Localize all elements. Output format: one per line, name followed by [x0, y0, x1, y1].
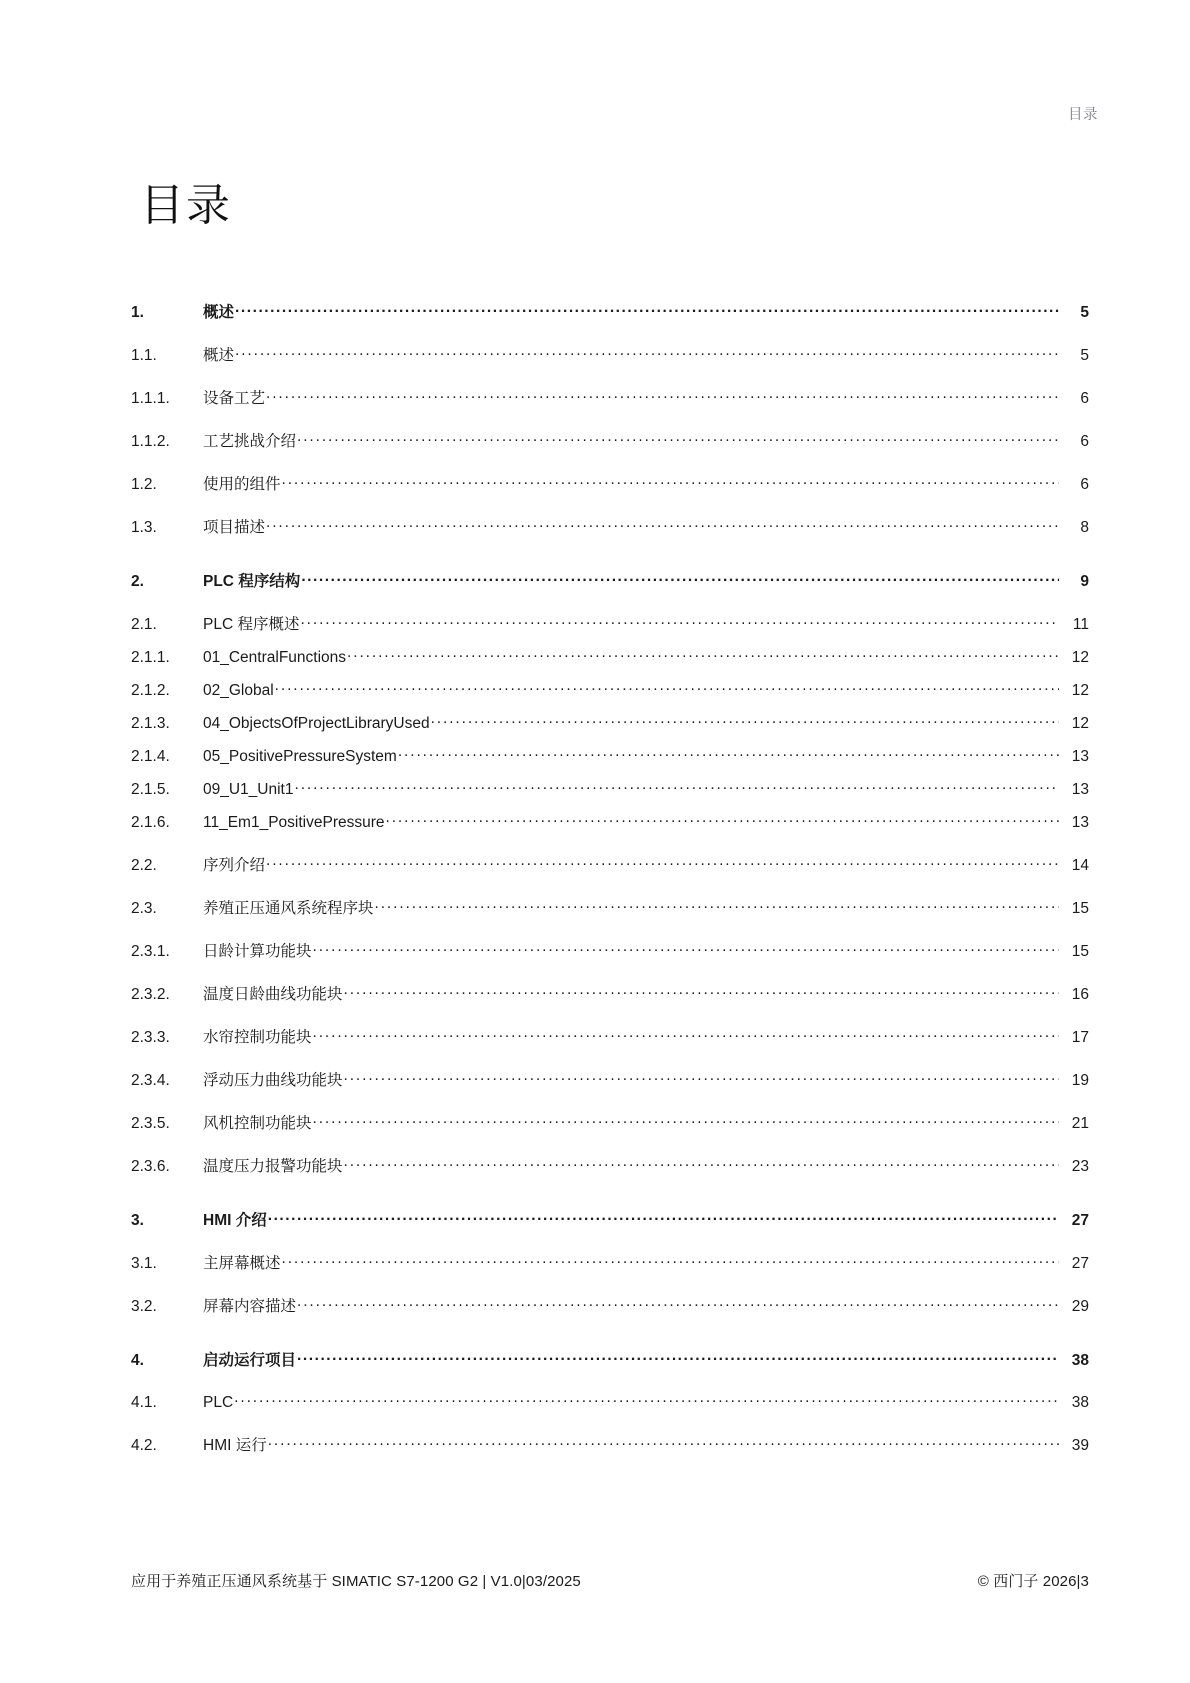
toc-entry-label: 工艺挑战介绍: [203, 433, 297, 450]
toc-entry-number: 1.1.2.: [131, 433, 170, 450]
toc-leader-dots: [344, 1069, 1059, 1085]
page-title: 目录: [140, 181, 232, 231]
toc-entry-label: 主屏幕概述: [203, 1255, 281, 1272]
toc-leader-dots: [313, 940, 1059, 956]
toc-leader-dots: [297, 430, 1059, 446]
toc-entry[interactable]: [131, 982, 1089, 1004]
toc-entry-page-number: 15: [1071, 900, 1089, 917]
toc-entry-number: 2.3.5.: [131, 1115, 170, 1132]
toc-entry-label: 使用的组件: [203, 476, 281, 493]
toc-entry-label: 启动运行项目: [203, 1352, 297, 1369]
toc-entry[interactable]: [131, 300, 1089, 322]
toc-leader-dots: [268, 1209, 1059, 1225]
toc-leader-dots: [344, 983, 1059, 999]
toc-entry-number: 2.3.: [131, 900, 157, 917]
toc-leader-dots: [268, 1434, 1059, 1450]
toc-leader-dots: [386, 811, 1060, 827]
toc-entry-number: 2.3.4.: [131, 1072, 170, 1089]
toc-entry-page-number: 21: [1071, 1115, 1089, 1132]
toc-entry-label: 屏幕内容描述: [203, 1298, 297, 1315]
toc-entry[interactable]: [131, 1391, 1089, 1412]
toc-leader-dots: [282, 1252, 1059, 1268]
toc-entry[interactable]: [131, 1294, 1089, 1316]
toc-entry-number: 2.1.6.: [131, 814, 170, 831]
toc-entry[interactable]: [131, 1154, 1089, 1176]
toc-leader-dots: [347, 646, 1059, 662]
toc-entry[interactable]: [131, 343, 1089, 365]
toc-entry-page-number: 23: [1071, 1158, 1089, 1175]
toc-leader-dots: [234, 1391, 1059, 1407]
toc-leader-dots: [297, 1349, 1059, 1365]
toc-entry[interactable]: [131, 778, 1089, 799]
toc-entry-label: 项目描述: [203, 519, 266, 536]
toc-entry-label: 设备工艺: [203, 390, 266, 407]
toc-entry[interactable]: [131, 712, 1089, 733]
toc-entry-number: 2.3.3.: [131, 1029, 170, 1046]
toc-entry-page-number: 27: [1071, 1212, 1089, 1229]
toc-leader-dots: [275, 679, 1059, 695]
toc-entry-number: 3.: [131, 1212, 144, 1229]
footer-document-info: 应用于养殖正压通风系统基于 SIMATIC S7-1200 G2 | V1.0|03/2025: [131, 1573, 581, 1590]
toc-entry[interactable]: [131, 1251, 1089, 1273]
toc-entry-label: PLC 程序概述: [203, 616, 300, 633]
toc-entry-page-number: 29: [1071, 1298, 1089, 1315]
toc-leader-dots: [300, 613, 1059, 629]
toc-entry-label: HMI 运行: [203, 1437, 267, 1454]
toc-leader-dots: [398, 745, 1059, 761]
toc-entry-page-number: 13: [1071, 781, 1089, 798]
toc-leader-dots: [282, 473, 1059, 489]
toc-leader-dots: [266, 854, 1059, 870]
page-footer: [131, 1570, 1089, 1591]
toc-entry-label: 浮动压力曲线功能块: [203, 1072, 343, 1089]
toc-entry[interactable]: [131, 745, 1089, 766]
toc-entry[interactable]: [131, 569, 1089, 591]
toc-entry[interactable]: [131, 1348, 1089, 1370]
toc-entry-number: 2.1.5.: [131, 781, 170, 798]
toc-entry-label: 05_PositivePressureSystem: [203, 748, 397, 765]
toc-entry-label: 11_Em1_PositivePressure: [203, 814, 385, 831]
toc-leader-dots: [294, 778, 1059, 794]
toc-leader-dots: [297, 1295, 1059, 1311]
toc-entry-label: 养殖正压通风系统程序块: [203, 900, 374, 917]
toc-entry-number: 1.1.: [131, 347, 157, 364]
toc-entry[interactable]: [131, 472, 1089, 494]
toc-entry-number: 2.2.: [131, 857, 157, 874]
toc-entry[interactable]: [131, 386, 1089, 408]
toc-entry-page-number: 16: [1071, 986, 1089, 1003]
toc-entry[interactable]: [131, 1433, 1089, 1455]
toc-entry[interactable]: [131, 1111, 1089, 1133]
toc-entry-page-number: 5: [1080, 304, 1089, 321]
toc-entry[interactable]: [131, 1025, 1089, 1047]
toc-entry-label: 01_CentralFunctions: [203, 649, 347, 666]
toc-entry-page-number: 15: [1071, 943, 1089, 960]
toc-entry-number: 2.1.4.: [131, 748, 170, 765]
toc-entry-number: 2.1.1.: [131, 649, 170, 666]
toc-entry-number: 1.3.: [131, 519, 157, 536]
toc-entry-number: 2.1.3.: [131, 715, 170, 732]
toc-entry-number: 1.: [131, 304, 144, 321]
toc-leader-dots: [266, 516, 1059, 532]
table-of-contents: [131, 300, 1089, 1455]
toc-entry-page-number: 17: [1071, 1029, 1089, 1046]
toc-leader-dots: [375, 897, 1059, 913]
toc-entry-number: 2.1.2.: [131, 682, 170, 699]
toc-entry-page-number: 39: [1071, 1437, 1089, 1454]
toc-entry-label: 04_ObjectsOfProjectLibraryUsed: [203, 715, 430, 732]
toc-leader-dots: [313, 1026, 1059, 1042]
toc-entry-number: 4.1.: [131, 1394, 157, 1411]
toc-leader-dots: [266, 387, 1059, 403]
toc-entry-number: 4.: [131, 1352, 144, 1369]
toc-entry-number: 1.2.: [131, 476, 157, 493]
toc-entry-page-number: 9: [1080, 573, 1089, 590]
toc-entry-page-number: 12: [1071, 649, 1089, 666]
toc-entry[interactable]: [131, 939, 1089, 961]
toc-entry-label: PLC 程序结构: [203, 573, 301, 590]
toc-entry-number: 2.1.: [131, 616, 157, 633]
toc-leader-dots: [235, 344, 1059, 360]
toc-entry-number: 3.2.: [131, 1298, 157, 1315]
toc-entry-page-number: 11: [1072, 616, 1089, 633]
toc-entry-label: 风机控制功能块: [203, 1115, 312, 1132]
toc-entry-number: 2.3.6.: [131, 1158, 170, 1175]
toc-entry-page-number: 14: [1071, 857, 1089, 874]
toc-entry[interactable]: [131, 896, 1089, 918]
toc-entry-label: 09_U1_Unit1: [203, 781, 294, 798]
toc-entry-page-number: 8: [1080, 519, 1089, 536]
toc-entry-number: 3.1.: [131, 1255, 157, 1272]
toc-entry-label: 水帘控制功能块: [203, 1029, 312, 1046]
toc-leader-dots: [301, 570, 1059, 586]
toc-entry-label: 日龄计算功能块: [203, 943, 312, 960]
toc-entry-number: 2.3.1.: [131, 943, 170, 960]
toc-entry[interactable]: [131, 1208, 1089, 1230]
toc-entry-label: 序列介绍: [203, 857, 266, 874]
toc-entry[interactable]: [131, 811, 1089, 832]
footer-copyright: © 西门子 2026|3: [977, 1573, 1089, 1590]
toc-leader-dots: [235, 301, 1059, 317]
toc-entry-label: 概述: [203, 347, 235, 364]
toc-entry-number: 4.2.: [131, 1437, 157, 1454]
toc-entry-page-number: 12: [1071, 715, 1089, 732]
toc-entry-page-number: 5: [1080, 347, 1089, 364]
toc-entry-page-number: 6: [1080, 433, 1089, 450]
toc-entry-page-number: 38: [1071, 1352, 1089, 1369]
toc-leader-dots: [344, 1155, 1059, 1171]
toc-entry[interactable]: [131, 429, 1089, 451]
toc-entry-page-number: 13: [1071, 814, 1089, 831]
toc-leader-dots: [431, 712, 1059, 728]
toc-entry[interactable]: [131, 853, 1089, 875]
toc-entry[interactable]: [131, 1068, 1089, 1090]
toc-entry-label: 概述: [203, 304, 235, 321]
toc-entry[interactable]: [131, 679, 1089, 700]
toc-entry-number: 1.1.1.: [131, 390, 170, 407]
toc-entry-page-number: 6: [1080, 476, 1089, 493]
toc-entry[interactable]: [131, 646, 1089, 667]
toc-entry[interactable]: [131, 515, 1089, 537]
toc-entry-page-number: 13: [1071, 748, 1089, 765]
toc-entry-label: PLC: [203, 1394, 234, 1411]
running-header: 目录: [1068, 107, 1098, 123]
toc-entry-number: 2.3.2.: [131, 986, 170, 1003]
toc-leader-dots: [313, 1112, 1059, 1128]
toc-entry-page-number: 12: [1071, 682, 1089, 699]
toc-entry-label: HMI 介绍: [203, 1212, 267, 1229]
toc-entry-page-number: 6: [1080, 390, 1089, 407]
toc-entry-page-number: 27: [1071, 1255, 1089, 1272]
toc-entry-page-number: 19: [1071, 1072, 1089, 1089]
toc-entry-number: 2.: [131, 573, 144, 590]
toc-entry[interactable]: [131, 612, 1089, 634]
toc-entry-label: 温度压力报警功能块: [203, 1158, 343, 1175]
toc-entry-label: 02_Global: [203, 682, 274, 699]
toc-entry-page-number: 38: [1071, 1394, 1089, 1411]
toc-entry-label: 温度日龄曲线功能块: [203, 986, 343, 1003]
